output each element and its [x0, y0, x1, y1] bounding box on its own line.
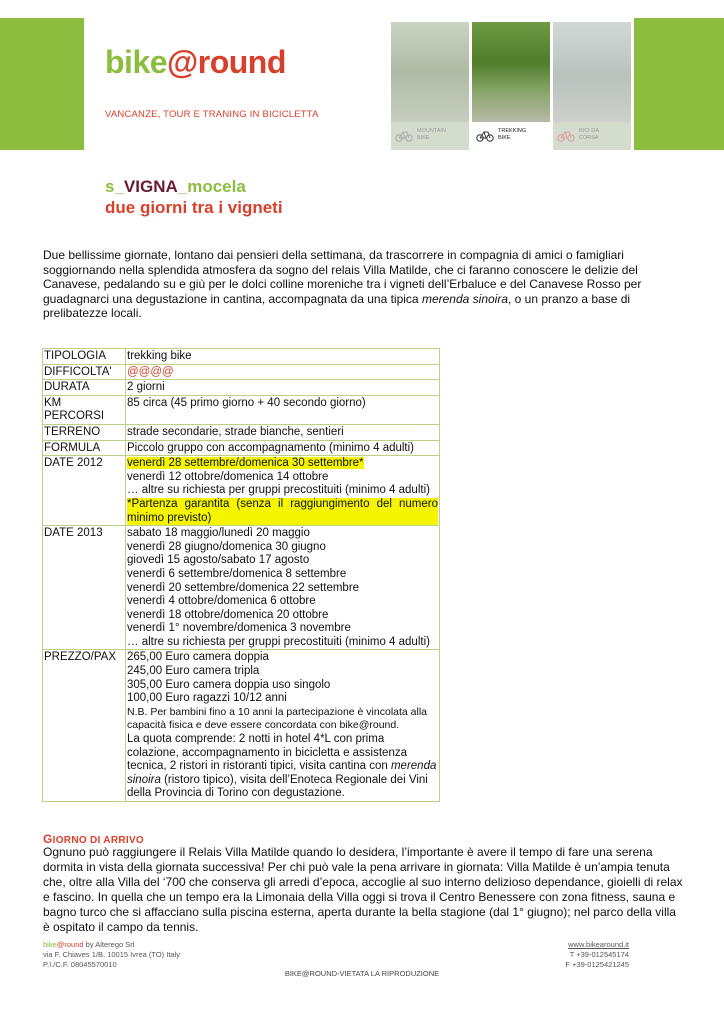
logo — [105, 44, 286, 81]
logo-part2: @round — [167, 44, 286, 80]
difficulty-rating: @@@@ — [126, 364, 440, 380]
row-label: DIFFICOLTA' — [43, 364, 126, 380]
page-subtitle: due giorni tra i vigneti — [105, 198, 283, 217]
photo-road-bike — [553, 22, 631, 150]
children-note: N.B. Per bambini fino a 10 anni la partecipazione è vincolata alla capacità fisica e deve essere concordata con bike@round. — [127, 705, 428, 732]
row-label: KM PERCORSI — [43, 395, 126, 424]
header-band-right — [634, 18, 724, 150]
row-value: sabato 18 maggio/lunedì 20 maggio venerdì 28 giugno/domenica 30 giugno giovedì 15 agosto/sabato 17 agosto venerdì 6 settembre/domenica 8 settembre venerdì 20 settembre/domenica 22 settembre venerdì 4 ottobre/domenica 6 ottobre venerdì 18 ottobre/domenica 20 ottobre venerdì 1° novembre/domenica 3 novembre … altre su richiesta per gruppi precostituiti (minimo 4 adulti) — [126, 526, 440, 650]
row-value: strade secondarie, strade bianche, sentieri — [126, 424, 440, 440]
photo-caption: TREKKING BIKE — [472, 122, 550, 150]
table-row — [43, 526, 440, 650]
row-value: venerdì 28 settembre/domenica 30 settembre* venerdì 12 ottobre/domenica 14 ottobre … altre su richiesta per gruppi precostituiti (minimo 4 adulti) *Partenza garantita (senza il raggiungimento del numero minimo previsto) — [126, 456, 440, 526]
header — [84, 18, 634, 150]
price-includes: La quota comprende: 2 notti in hotel 4*L con prima colazione, accompagnamento in bicicletta e assistenza tecnica, 2 ristori in ristoranti tipici, visita cantina con merenda sinoira (ristoro tipico), visita dell’Enoteca Regionale dei Vini della Provincia di Torino con degustazione. — [127, 733, 437, 800]
photo-caption: BICI DA CORSA — [553, 122, 631, 150]
arrival-paragraph: Ognuno può raggiungere il Relais Villa Matilde quando lo desidera, l’importante è avere il tempo di fare una serena dormita in vista della giornata successiva! Per chi può vale la pena arrivare in giornata: Villa Matilde è un’ampia tenuta che, oltre alla Villa del ‘700 che conserva gli arredi d’epoca, accoglie al suo interno delizioso dependance, gioielli di relax e fascino. In quella che un tempo era la Limonaia della Villa oggi si trova il Centro Benessere con zona fitness, sauna e bagno turco che si affacciano sulla piscina esterna, aperta durante la bella stagione (dal 1° giugno); nel parco della villa è ospitato il campo da tennis. — [43, 845, 683, 934]
row-label: TIPOLOGIA — [43, 349, 126, 365]
cyclist-photo — [391, 22, 469, 122]
photo-caption: MOUNTAIN BIKE — [391, 122, 469, 150]
tagline: VANCANZE, TOUR E TRANING IN BICICLETTA — [105, 109, 319, 120]
copyright-notice: BIKE@ROUND-VIETATA LA RIPRODUZIONE — [284, 969, 440, 978]
row-label: DATE 2012 — [43, 456, 126, 526]
row-label: PREZZO/PAX — [43, 650, 126, 802]
row-label: DURATA — [43, 380, 126, 396]
cyclists-photo — [472, 22, 550, 122]
table-row — [43, 650, 440, 802]
website-link[interactable]: www.bikearound.it — [568, 940, 629, 949]
row-value: trekking bike — [126, 349, 440, 365]
highlighted-date: venerdì 28 settembre/domenica 30 settembre* — [127, 457, 364, 470]
photo-mountain-bike — [391, 22, 469, 150]
row-label: TERRENO — [43, 424, 126, 440]
table-row — [43, 456, 440, 526]
cyclist-photo — [553, 22, 631, 122]
row-value: 265,00 Euro camera doppia 245,00 Euro camera tripla 305,00 Euro camera doppia uso singolo 100,00 Euro ragazzi 10/12 anni N.B. Per bambini fino a 10 anni la partecipazione è vincolata alla capacità fisica e deve essere concordata con bike@round. La quota comprende: 2 notti in hotel 4*L con prima colazione, accompagnamento in bicicletta e assistenza tecnica, 2 ristori in ristoranti tipici, visita cantina con merenda sinoira (ristoro tipico), visita dell’Enoteca Regionale dei Vini della Provincia di Torino con degustazione. — [126, 650, 440, 802]
row-label: FORMULA — [43, 440, 126, 456]
page-title: s_VIGNA_mocela — [105, 177, 246, 196]
row-label: DATE 2013 — [43, 526, 126, 650]
bicycle-icon — [395, 128, 413, 142]
row-value: Piccolo gruppo con accompagnamento (minimo 4 adulti) — [126, 440, 440, 456]
table-row — [43, 440, 440, 456]
row-value: 85 circa (45 primo giorno + 40 secondo giorno) — [126, 395, 440, 424]
footer-company: bike@round by Alterego Srl via F. Chiaves 1/B, 10015 Ivrea (TO) Italy P.I./C.F. 08045570010 — [43, 940, 181, 969]
table-row — [43, 364, 440, 380]
tour-info-table — [42, 348, 440, 802]
logo-part1: bike — [105, 44, 168, 80]
table-row — [43, 395, 440, 424]
footer-contacts: www.bikearound.it T +39-012545174 F +39-0125421245 — [565, 940, 629, 969]
section-heading: GIORNO DI ARRIVO — [43, 832, 144, 846]
row-value: 2 giorni — [126, 380, 440, 396]
table-row — [43, 424, 440, 440]
bicycle-icon — [476, 128, 494, 142]
header-band-left — [0, 18, 84, 150]
table-row — [43, 349, 440, 365]
bicycle-icon — [557, 128, 575, 142]
photo-trekking-bike — [472, 22, 550, 150]
guaranteed-departure-note: *Partenza garantita (senza il raggiungimento del numero minimo previsto) — [127, 497, 438, 524]
intro-paragraph: Due bellissime giornate, lontano dai pensieri della settimana, da trascorrere in compagnia di amici o famigliari soggiornando nella splendida atmosfera da sogno del relais Villa Matilde, che ci faranno conoscere le delizie del Canavese, pedalando su e giù per le dolci colline moreniche tra i vigneti dell’Erbaluce e del Canavese Rosso per guadagnarci una degustazione in cantina, accompagnata da una tipica merenda sinoira, o un pranzo a base di prelibatezze locali. — [43, 248, 642, 320]
table-row — [43, 380, 440, 396]
